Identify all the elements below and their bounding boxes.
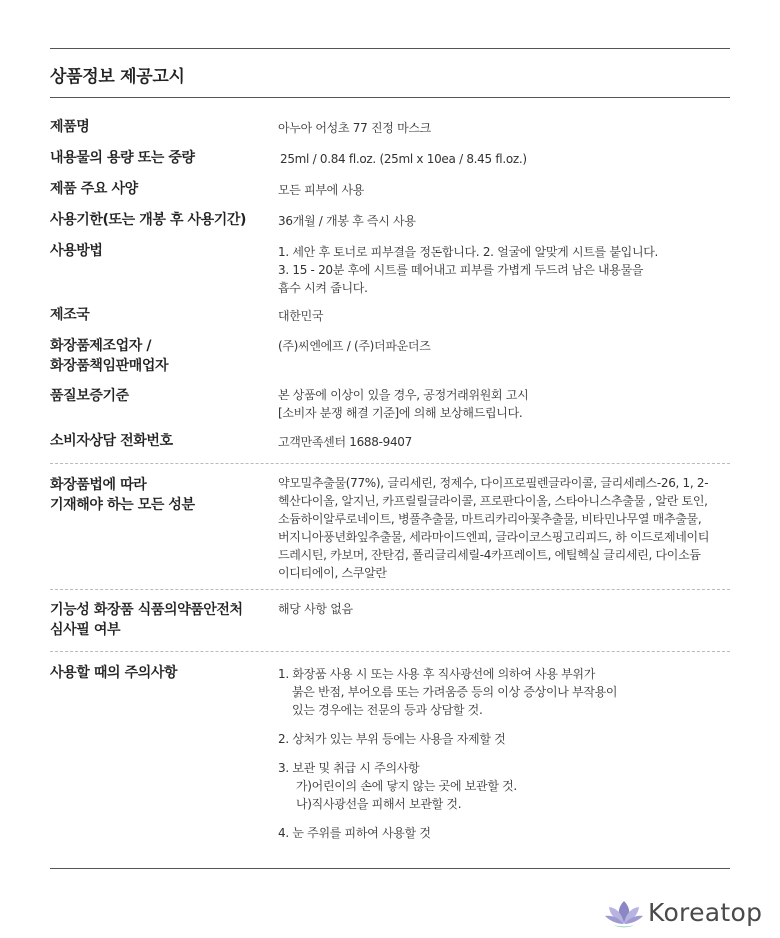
title-divider	[50, 97, 730, 98]
caution-line: 4. 눈 주위를 피하여 사용할 것	[278, 826, 431, 840]
label-consumer-phone: 소비자상담 전화번호	[50, 433, 173, 449]
page-title: 상품정보 제공고시	[50, 67, 185, 87]
value-volume: 25ml / 0.84 fl.oz. (25ml x 10ea / 8.45 fl.oz.)	[280, 152, 527, 166]
label-quality: 품질보증기준	[50, 388, 129, 404]
value-functional: 해당 사항 없음	[278, 602, 353, 616]
ingredients-line: 드레시틴, 카보머, 잔탄검, 폴리글리세릴-4카프레이트, 에틸헥실 글리세린, 다이소듐	[278, 548, 701, 562]
caution-line: 있는 경우에는 전문의 등과 상담할 것.	[292, 703, 483, 717]
bottom-divider	[50, 868, 730, 869]
usage-line: 3. 15 - 20분 후에 시트를 떼어내고 피부를 가볍게 두드려 남은 내용물을	[278, 263, 644, 277]
label-country: 제조국	[50, 307, 90, 323]
label-volume: 내용물의 용량 또는 중량	[50, 150, 195, 166]
caution-line: 가)어린이의 손에 닿지 않는 곳에 보관할 것.	[296, 779, 517, 793]
koreatop-logo	[604, 897, 774, 933]
label-usage: 사용방법	[50, 243, 103, 259]
manufacturer-label-line: 화장품책임판매업자	[50, 358, 169, 374]
usage-line: 1. 세안 후 토너로 피부결을 정돈합니다. 2. 얼굴에 알맞게 시트를 붙입니다.	[278, 245, 659, 259]
section-divider	[50, 651, 730, 652]
section-divider	[50, 463, 730, 464]
usage-line: 흡수 시켜 줍니다.	[278, 281, 368, 295]
value-quality	[278, 386, 730, 422]
quality-line: [소비자 분쟁 해결 기준]에 의해 보상해드립니다.	[278, 406, 523, 420]
ingredients-line: 헥산다이올, 알지닌, 카프릴릴글라이콜, 프로판다이올, 스타아니스추출물 , 알란 토인,	[278, 494, 708, 508]
quality-line: 본 상품에 이상이 있을 경우, 공정거래위원회 고시	[278, 388, 529, 402]
ingredients-line: 버지니아풍년화잎추출물, 세라마이드엔피, 글라이코스핑고리피드, 하 이드로제네이티	[278, 530, 710, 544]
section-divider	[50, 589, 730, 590]
ingredients-line: 이디티에이, 스쿠알란	[278, 566, 387, 580]
value-product-name: 아누아 어성초 77 진정 마스크	[278, 121, 431, 135]
top-divider	[50, 48, 730, 49]
value-cautions	[278, 665, 730, 842]
lotus-icon	[604, 899, 644, 929]
functional-label-line: 심사필 여부	[50, 622, 121, 638]
caution-line: 1. 화장품 사용 시 또는 사용 후 직사광선에 의하여 사용 부위가	[278, 667, 596, 681]
label-cautions: 사용할 때의 주의사항	[50, 665, 178, 681]
value-main-spec: 모든 피부에 사용	[278, 183, 365, 197]
label-main-spec: 제품 주요 사양	[50, 181, 138, 197]
label-manufacturer	[50, 336, 168, 376]
value-country: 대한민국	[278, 309, 324, 323]
caution-line: 2. 상처가 있는 부위 등에는 사용을 자제할 것	[278, 732, 506, 746]
caution-line: 나)직사광선을 피해서 보관할 것.	[296, 797, 462, 811]
value-expiry: 36개월 / 개봉 후 즉시 사용	[278, 214, 416, 228]
label-expiry: 사용기한(또는 개봉 후 사용기간)	[50, 212, 247, 228]
ingredients-label-line: 기재해야 하는 모든 성분	[50, 497, 195, 513]
ingredients-label-line: 화장품법에 따라	[50, 477, 147, 493]
value-consumer-phone: 고객만족센터 1688-9407	[278, 435, 412, 449]
caution-line: 붉은 반점, 부어오름 또는 가려움증 등의 이상 증상이나 부작용이	[292, 685, 618, 699]
caution-line: 3. 보관 및 취급 시 주의사항	[278, 761, 420, 775]
value-ingredients	[278, 474, 730, 582]
ingredients-line: 소듐하이알루로네이트, 병풀추출물, 마트리카리아꽃추출물, 비타민나무열 매추출물,	[278, 512, 702, 526]
label-ingredients	[50, 475, 195, 515]
functional-label-line: 기능성 화장품 식품의약품안전처	[50, 602, 243, 618]
manufacturer-label-line: 화장품제조업자 /	[50, 338, 152, 354]
label-product-name: 제품명	[50, 119, 90, 135]
label-functional	[50, 600, 243, 640]
value-usage	[278, 243, 730, 297]
ingredients-line: 약모밀추출물(77%), 글리세린, 정제수, 다이프로필렌글라이콜, 글리세레스-26, 1, 2-	[278, 476, 709, 490]
value-manufacturer: (주)씨엔에프 / (주)더파운더즈	[278, 339, 431, 353]
brand-name: Koreatop	[648, 898, 763, 927]
